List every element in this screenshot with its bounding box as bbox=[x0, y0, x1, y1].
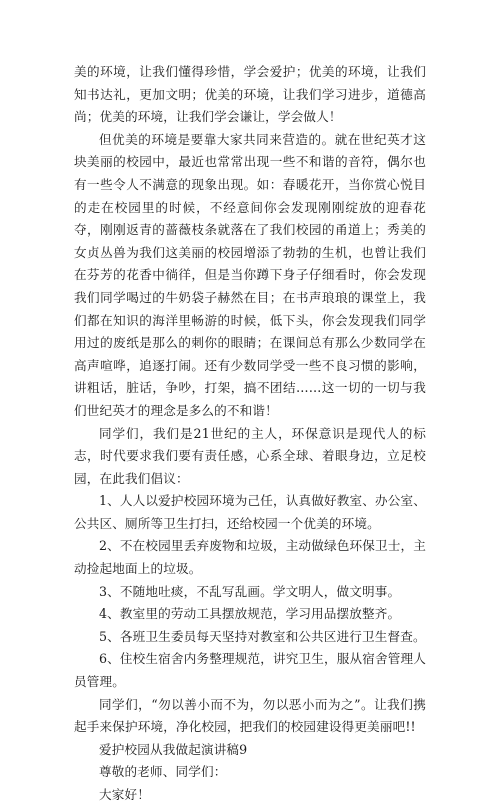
proposal-item-5: 5、各班卫生委员每天坚持对教室和公共区进行卫生督查。 bbox=[99, 628, 426, 644]
proposal-item-1: 1、人人以爱护校园环境为己任，认真做好教室、办公室、公共区、厕所等卫生打扫，还给校园一个优美的环境。 bbox=[74, 493, 426, 531]
paragraph-appeal: 同学们，我们是21世纪的主人，环保意识是现代人的标志，时代要求我们要有责任感，心系全球、着眼身边，立足校园，在此我们倡议： bbox=[74, 425, 426, 486]
greeting: 大家好！ bbox=[99, 787, 150, 802]
proposal-item-6: 6、住校生宿舍内务整理规范，讲究卫生，服从宿舍管理人员管理。 bbox=[74, 651, 426, 690]
proposal-item-2: 2、不在校园里丢弃废物和垃圾，主动做绿色环保卫士，主动捡起地面上的垃圾。 bbox=[74, 538, 426, 577]
paragraph-environment-benefits: 美的环境，让我们懂得珍惜，学会爱护；优美的环境，让我们知书达礼，更加文明；优美的环境，让我们学习进步，道德高尚；优美的环境，让我们学会谦让，学会做人！ bbox=[74, 64, 426, 125]
salutation: 尊敬的老师、同学们： bbox=[99, 764, 227, 780]
paragraph-problems: 但优美的环境是要靠大家共同来营造的。就在世纪英才这块美丽的校园中，最近也常常出现一些不和谐的音符，偶尔也有一些令人不满意的现象出现。如：春暖花开，当你赏心悦目的走在校园里的时候，不经意间你会发现刚刚绽放的迎春花夺，刚刚返青的蔷薇枝条就落在了我们校园的甬道上；秀美的女贞丛兽为我们这美丽的校园增添了勃勃的生机，也曾让我们在芬芳的花香中徜徉，但是当你蹲下身子仔细看时，你会发现我们同学喝过的牛奶袋子赫然在目；在书声琅琅的课堂上，我们都在知识的海洋里畅游的时候，低下头，你会发现我们同学用过的废纸是那么的刺你的眼睛；在课间总有那么少数同学在高声喧哗，追逐打闹。还有少数同学受一些不良习惯的影响，讲粗话，脏话，争吵，打架，搞不团结……这一切的一切与我们世纪英才的理念是多么的不和谐！ bbox=[74, 131, 426, 418]
proposal-item-4: 4、教室里的劳动工具摆放规范，学习用品摆放整齐。 bbox=[99, 606, 401, 622]
section-title-speech-9: 爱护校园从我做起演讲稿9 bbox=[99, 741, 248, 757]
paragraph-closing: 同学们，“勿以善小而不为，勿以恶小而为之”。让我们携起手来保护环境，净化校园，把我们的校园建设得更美丽吧!! bbox=[74, 696, 426, 735]
proposal-item-3: 3、不随地吐痰，不乱写乱画。学文明人，做文明事。 bbox=[99, 583, 401, 599]
